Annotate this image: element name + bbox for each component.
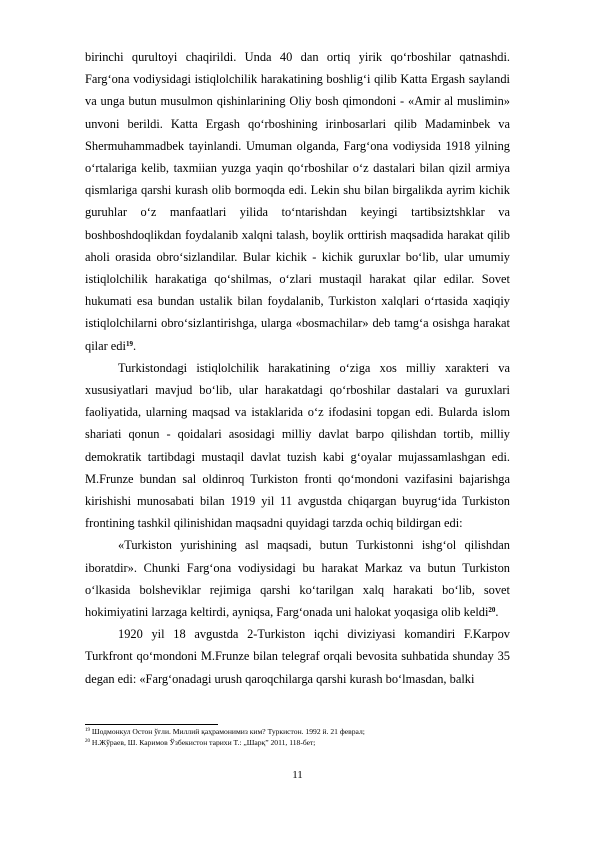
document-body [85,46,510,690]
footnote-ref-20[interactable]: 20 [488,606,496,615]
paragraph-4: 1920 yil 18 avgustda 2-Turkiston iqchi diviziyasi komandiri F.Karpov Turkfront qo‘mondoni M.Frunze bilan telegraf orqali bevosita suhbatida shunday 35 degan edi: «Farg‘onadagi urush qaroqchilarga qarshi kurash bo‘lmasdan, balki [85,627,510,686]
footnotes [85,727,510,748]
footnote-19: $^{19}$ Шодмонкул Остон ўғли. Миллий қаҳрамонимиз ким? Туркистон. 1992 й. 21 феврал; [85,727,365,736]
paragraph-2: Turkistondagi istiqlolchilik harakatining o‘ziga xos milliy xarakteri va xususiyatlari mavjud bo‘lib, ular harakatdagi qo‘rboshilar dastalari va guruxlari faoliyatida, ularning maqsad va istaklarida o‘z ifodasini topgan edi. Bularda islom shariati qonun - qoidalari asosidagi milliy davlat barpo qilishdan tortib, milliy demokratik tartibdagi mustaqil davlat tuzish kabi g‘oyalar mujassamlashgan edi. M.Frunze bundan sal oldinroq Turkiston fronti qo‘mondoni vazifasini bajarishga kirishishi munosabati bilan 1919 yil 11 avgustda chiqargan buyrug‘ida Turkiston frontining tashkil qilinishidan maqsadni quyidagi tarzda ochiq bildirgan edi: [85,360,510,531]
footnote-ref-19[interactable]: 19 [125,339,133,348]
paragraph-3-text: «Turkiston yurishining asl maqsadi, butun Turkistonni ishg‘ol qilishdan iboratdir». Chunki Farg‘ona vodiysidagi bu harakat Markaz va butun Turkiston o‘lkasida bolsheviklar rejimiga qarshi ko‘tarilgan xalq harakati bo‘lib, sovet hokimiyatini larzaga keltirdi, ayniqsa, Farg‘onada uni halokat yoqasiga olib keldi [85,538,510,620]
paragraph-1: birinchi qurultoyi chaqirildi. Unda 40 dan ortiq yirik qo‘rboshilar qatnashdi. Farg‘ona vodiysidagi istiqlolchilik harakatining boshlig‘i qilib Katta Ergash saylandi va unga butun musulmon qishinlarining Oliy bosh qimondoni - «Amir al muslimin» unvoni berildi. Katta Ergash qo‘rboshining irinbosarlari qilib Madaminbek va Shermuhammadbek tayinlandi. Umuman olganda, Farg‘ona vodiysida 1918 yilning o‘rtalariga kelib, taxmiian yuzga yaqin qo‘rboshilar o‘z dastalari bilan qizil armiya qismlariga qarshi kurash olib bormoqda edi. Lekin shu bilan birgalikda ayrim kichik guruhlar o‘z manfaatlari yilida to‘ntarishdan keyingi tartibsiztshklar va boshboshdoqlikdan foydalanib xalqni talash, boylik orttirish maqsadida harakat qilib aholi orasida obro‘sizlandilar. Bular kichik - kichik guruxlar bo‘lib, ular umumiy istiqlolchilik harakatiga qo‘shilmas, o‘zlari mustaqil harakat qilar edilar. Sovet hukumati esa bundan ustalik bilan foydalanib, Turkiston xalqlari o‘rtasida xaqiqiy istiqlolchilarni obro‘sizlantirishga, ularga «bosmachilar» deb tamg‘a osishga harakat qilar edi$^{19}$. [85,50,510,353]
page-number: 11 [292,769,303,781]
footnote-divider [85,724,218,725]
paragraph-1-text: birinchi qurultoyi chaqirildi. Unda 40 dan ortiq yirik qo‘rboshilar qatnashdi. Farg‘ona vodiysidagi istiqlolchilik harakatining boshlig‘i qilib Katta Ergash saylandi va unga butun musulmon qishinlarining Oliy bosh qimondoni - «Amir al muslimin» unvoni berildi. Katta Ergash qo‘rboshining irinbosarlari qilib Madaminbek va Shermuhammadbek tayinlandi. Umuman olganda, Farg‘ona vodiysida 1918 yilning o‘rtalariga kelib, taxmiian yuzga yaqin qo‘rboshilar o‘z dastalari bilan qizil armiya qismlariga qarshi kurash olib bormoqda edi. Lekin shu bilan birgalikda ayrim kichik guruhlar o‘z manfaatlari yilida to‘ntarishdan keyingi tartibsiztshklar va boshboshdoqlikdan foydalanib xalqni talash, boylik orttirish maqsadida harakat qilib aholi orasida obro‘sizlandilar. Bular kichik - kichik guruxlar bo‘lib, ular umumiy istiqlolchilik harakatiga qo‘shilmas, o‘zlari mustaqil harakat qilar edilar. Sovet hukumati esa bundan ustalik bilan foydalanib, Turkiston xalqlari o‘rtasida xaqiqiy istiqlolchilarni obro‘sizlantirishga, ularga «bosmachilar» deb tamg‘a osishga harakat qilar edi [85,50,510,353]
footnote-20: $^{20}$ Н.Жўраев, Ш. Каримов Ўзбекистон тарихи Т.: „Шарқ” 2011, 118-бет; [85,737,316,747]
paragraph-3: «Turkiston yurishining asl maqsadi, butun Turkistonni ishg‘ol qilishdan iboratdir». Chunki Farg‘ona vodiysidagi bu harakat Markaz va butun Turkiston o‘lkasida bolsheviklar rejimiga qarshi ko‘tarilgan xalq harakati bo‘lib, sovet hokimiyatini larzaga keltirdi, ayniqsa, Farg‘onada uni halokat yoqasiga olib keldi$^{20}$. [85,538,510,620]
